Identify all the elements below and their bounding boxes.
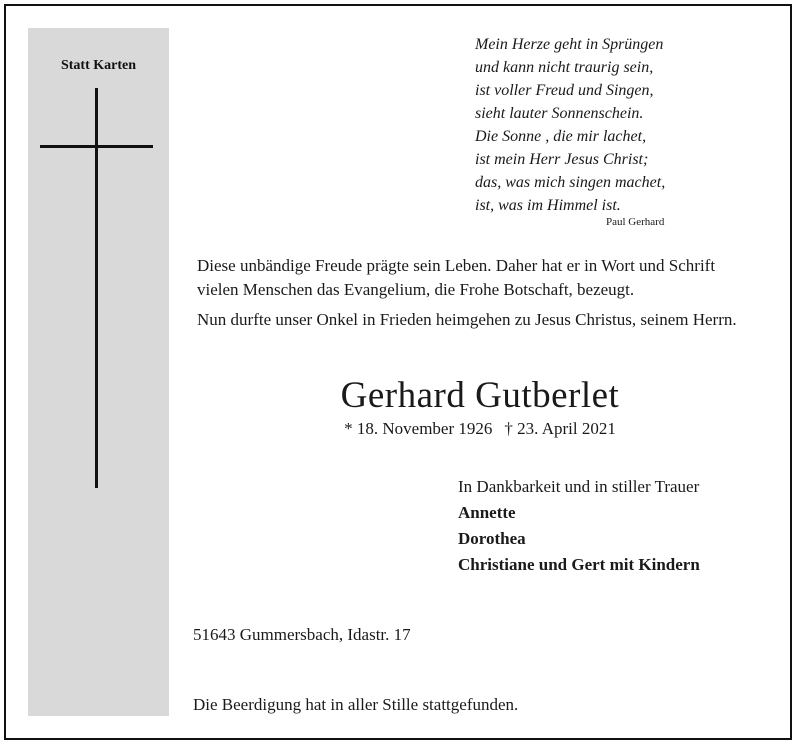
poem-line: Die Sonne , die mir lachet, [475,128,647,145]
life-dates [0,419,800,439]
birth-date: * 18. November 1926 [344,419,493,438]
poem-author: Paul Gerhard [606,216,665,228]
mourner-name: Annette [458,503,516,522]
mourner-name: Dorothea [458,529,526,548]
poem-line: ist, was im Himmel ist. [475,197,621,214]
poem [475,33,665,217]
mourners-intro: In Dankbarkeit und in stiller Trauer [458,477,700,496]
tribute-paragraph-2: Nun durfte unser Onkel in Frieden heimgehen zu Jesus Christus, seinem Herrn. [197,310,737,329]
sidebar [28,28,169,716]
poem-line: ist voller Freud und Singen, [475,82,654,99]
tribute-paragraph: Diese unbändige Freude prägte sein Leben. Daher hat er in Wort und Schrift vielen Menschen das Evangelium, die Frohe Botschaft, bezeugt. [197,256,716,299]
poem-line: und kann nicht traurig sein, [475,59,654,76]
sidebar-label: Statt Karten [60,58,137,73]
address: 51643 Gummersbach, Idastr. 17 [193,625,411,644]
mourners [458,474,700,578]
poem-line: das, was mich singen machet, [475,174,666,191]
mourner-name: Christiane und Gert mit Kindern [458,555,700,574]
poem-line: sieht lauter Sonnenschein. [475,105,644,122]
poem-line: Mein Herze geht in Sprüngen [475,36,664,53]
death-date: † 23. April 2021 [504,419,616,438]
cross-icon-horizontal [40,145,153,148]
deceased-name: Gerhard Gutberlet [340,375,620,416]
funeral-note: Die Beerdigung hat in aller Stille stattgefunden. [193,695,519,714]
poem-line: ist mein Herr Jesus Christ; [475,151,649,168]
